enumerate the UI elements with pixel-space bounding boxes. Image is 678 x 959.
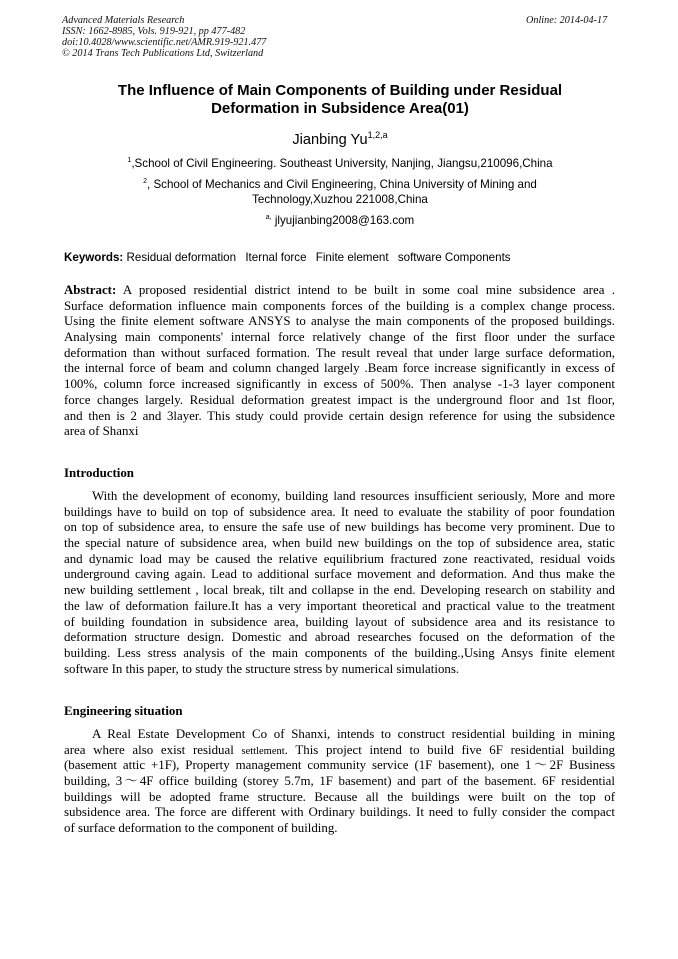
paragraph-line: of building foundation in subsidence area, building layout of subsidence area and its resistance to [64,614,615,629]
abstract-line: Abstract: A proposed residential district intend to be built in some coal mine subsidence area . [64,283,615,297]
affiliation-1-mark: 1 [127,157,132,164]
paragraph-line: subsidence area. The force are different with Ordinary buildings. It need to fully consider the compact [64,805,615,820]
keywords-line [64,250,517,265]
abstract-line: area of Shanxi [64,424,139,439]
abstract-line: and then is 2 and 3layer. This study could provide certain design reference for using the subsidence [64,408,615,423]
title-line-2: Deformation in Subsidence Area(01) [211,100,469,117]
abstract-line: force changes largely. Residual deformation greatest impact is the underground floor and 1st floor, [64,392,615,407]
journal-header [62,15,266,59]
paragraph-line: area where also exist residual settlement. This project intend to build five 6F residential building [64,742,615,757]
author-name: Jianbing Yu [292,132,368,148]
section-heading-introduction: Introduction [64,466,134,480]
paragraph-line: software In this paper, to study the structure stress by numerical simulations. [64,661,460,676]
title-line-1: The Influence of Main Components of Building under Residual [117,82,563,99]
online-date: Online: 2014-04-17 [526,15,608,26]
paragraph-line: deformation structure design. Domestic and abroad researches focused on the deformation of the [64,630,615,645]
keyword-item: Finite element [315,251,389,264]
paragraph-line: of surface deformation to the component of building. [64,821,338,836]
author-line [60,131,620,149]
paragraph-line: new building settlement , local break, tilt and collapse in the end. Developing research on stability and [64,583,615,598]
abstract-line: Analysing main components' internal force relatively change of the first floor under the surface [64,330,615,345]
affiliation-2 [60,177,620,207]
abstract-line: the internal force of beam and column changed largely .Beam force increase significantly in excess of [64,361,615,376]
abstract-paragraph [64,283,615,440]
email-mark: a, [265,214,272,221]
abstract-line: 100%, column force increased significantly in excess of 500%. Then analyse -1-3 layer component [64,377,615,392]
abstract-line: Surface deformation influence main components forces of the building is a complex change process. [64,298,615,313]
paragraph-line: building. Less stress analysis of the main components of the building.,Using Ansys finite element [64,645,615,660]
abstract-label: Abstract: [64,283,117,297]
email-address[interactable]: jlyujianbing2008@163.com [274,214,415,227]
paragraph-line: (basement attic +1F), Property management community service (1F basement), one 1～2F Business [64,758,615,773]
abstract-line: deformation than without surfaced formation. The result reveal that under large surface deformation, [64,345,615,360]
keyword-item: Residual deformation [126,251,237,264]
abstract-line: Using the finite element software ANSYS to analyse the main components of the proposed buildings. [64,314,615,329]
paragraph-line: the special nature of subsidence area, when build new buildings on the top of subsidence area, static [64,536,615,551]
paragraph-line: on top of subsidence area, to ensure the safe use of new buildings has become very prominent. Due to [64,520,615,535]
affiliation-2-text-line-1: , School of Mechanics and Civil Engineering, China University of Mining and [147,178,537,191]
section-heading-engineering-situation: Engineering situation [64,704,183,718]
paragraph-line: A Real Estate Development Co of Shanxi, intends to construct residential building in mining [92,727,615,741]
engineering-situation-paragraph [64,727,615,837]
affiliation-2-text-line-2: Technology,Xuzhou 221008,China [252,193,428,206]
affiliation-1-text: ,School of Civil Engineering. Southeast University, Nanjing, Jiangsu,210096,China [131,157,553,170]
paragraph-line: buildings will be adopted frame structure. Because all the buildings were built on the top of [64,789,615,804]
paragraph-line: underground caving again. Lead to additional surface movement and deformation. And thus make the [64,567,615,582]
keyword-item: software Components [397,251,511,264]
doi-link[interactable]: doi:10.4028/www.scientific.net/AMR.919-921.477 [62,37,267,48]
affiliation-1 [60,156,620,171]
paper-title [60,82,620,118]
paragraph-line: and dynamic load may be caused the relative equilibrium fractured zone reactivated, residual voids [64,551,615,566]
author-superscript: 1,2,a [367,130,388,140]
keyword-item: Iternal force [245,251,307,264]
paragraph-line: buildings have to build on top of subsidence area. It need to evaluate the stability of poor foundation [64,504,615,519]
keywords-label: Keywords: [64,251,124,264]
introduction-paragraph [64,489,615,677]
affiliation-2-mark: 2 [143,178,147,185]
paragraph-line: the law of deformation failure.It has a very important theoretical and practical value to the treatment [64,598,615,613]
issn-line: ISSN: 1662-8985, Vols. 919-921, pp 477-482 [62,26,246,37]
paragraph-line: With the development of economy, building land resources insufficient seriously, More and more [92,489,615,503]
copyright-line: © 2014 Trans Tech Publications Ltd, Switzerland [62,48,264,59]
paragraph-line: building, 3～4F office building (storey 5.7m, 1F basement) and part of the basement. 6F residential [64,774,615,789]
journal-name: Advanced Materials Research [62,15,185,26]
email-line [60,213,620,228]
